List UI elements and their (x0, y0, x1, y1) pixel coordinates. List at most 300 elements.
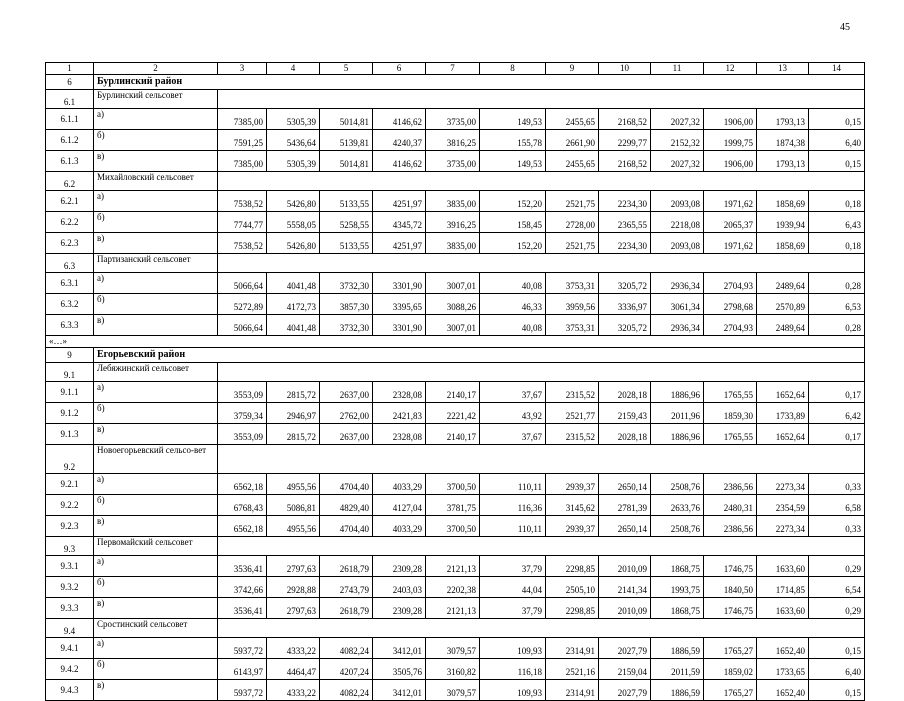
value-cell: 3505,76 (373, 659, 426, 680)
value-cell: 2234,30 (599, 191, 651, 212)
row-code: 9.3.1 (46, 556, 94, 577)
table-row (46, 273, 865, 294)
value-cell: 4829,40 (320, 495, 373, 516)
row-code: 9.4.2 (46, 659, 94, 680)
value-cell: 2781,39 (599, 495, 651, 516)
value-cell: 2093,08 (651, 233, 704, 254)
settlement-row (46, 172, 865, 191)
value-cell: 40,08 (480, 273, 546, 294)
value-cell: 2202,38 (426, 577, 480, 598)
district-row (46, 75, 865, 90)
value-cell: 4033,29 (373, 474, 426, 495)
table-row (46, 424, 865, 445)
column-header: 5 (320, 63, 373, 75)
value-cell: 0,15 (809, 109, 865, 130)
value-cell: 0,18 (809, 191, 865, 212)
value-cell: 3412,01 (373, 680, 426, 701)
value-cell: 4082,24 (320, 680, 373, 701)
value-cell: 4041,48 (267, 273, 320, 294)
value-cell: 2298,85 (546, 598, 599, 619)
value-cell: 1793,13 (757, 109, 809, 130)
value-cell: 1859,30 (704, 403, 757, 424)
table-row (46, 680, 865, 701)
value-cell: 5272,89 (218, 294, 267, 315)
value-cell: 1993,75 (651, 577, 704, 598)
value-cell: 2815,72 (267, 424, 320, 445)
settlement-name: Первомайский сельсовет (94, 537, 218, 556)
value-cell: 1714,85 (757, 577, 809, 598)
value-cell: 2010,09 (599, 556, 651, 577)
settlement-name: Михайловский сельсовет (94, 172, 218, 191)
value-cell: 2421,83 (373, 403, 426, 424)
value-cell: 2152,32 (651, 130, 704, 151)
value-cell: 7385,00 (218, 151, 267, 172)
row-variant: в) (94, 315, 218, 336)
value-cell: 4033,29 (373, 516, 426, 537)
value-cell: 110,11 (480, 474, 546, 495)
value-cell: 0,29 (809, 598, 865, 619)
row-variant: в) (94, 516, 218, 537)
ellipsis-mark: «…» (46, 336, 865, 348)
value-cell: 5014,81 (320, 109, 373, 130)
value-cell: 2946,97 (267, 403, 320, 424)
value-cell: 2489,64 (757, 273, 809, 294)
value-cell: 2618,79 (320, 598, 373, 619)
table-row (46, 598, 865, 619)
value-cell: 116,18 (480, 659, 546, 680)
ellipsis-row (46, 336, 865, 348)
value-cell: 4082,24 (320, 638, 373, 659)
value-cell: 0,18 (809, 233, 865, 254)
value-cell: 3781,75 (426, 495, 480, 516)
row-code: 6.2.1 (46, 191, 94, 212)
row-code: 9.2.3 (46, 516, 94, 537)
value-cell: 2637,00 (320, 382, 373, 403)
value-cell: 1765,27 (704, 638, 757, 659)
value-cell: 2521,75 (546, 191, 599, 212)
value-cell: 3916,25 (426, 212, 480, 233)
row-code: 6.3 (46, 254, 94, 273)
settlement-row (46, 537, 865, 556)
column-header: 6 (373, 63, 426, 75)
value-cell: 2010,09 (599, 598, 651, 619)
table-row (46, 109, 865, 130)
row-code: 6.3.2 (46, 294, 94, 315)
value-cell: 3536,41 (218, 598, 267, 619)
value-cell: 0,17 (809, 424, 865, 445)
column-header: 10 (599, 63, 651, 75)
value-cell: 4207,24 (320, 659, 373, 680)
table-row (46, 212, 865, 233)
value-cell: 4251,97 (373, 191, 426, 212)
value-cell: 4345,72 (373, 212, 426, 233)
value-cell: 3959,56 (546, 294, 599, 315)
row-variant: а) (94, 474, 218, 495)
row-variant: а) (94, 638, 218, 659)
empty-cell (218, 254, 865, 273)
table-row (46, 382, 865, 403)
row-variant: в) (94, 151, 218, 172)
value-cell: 3700,50 (426, 474, 480, 495)
value-cell: 3160,82 (426, 659, 480, 680)
value-cell: 2633,76 (651, 495, 704, 516)
value-cell: 3079,57 (426, 638, 480, 659)
value-cell: 2159,04 (599, 659, 651, 680)
value-cell: 1886,59 (651, 680, 704, 701)
value-cell: 2728,00 (546, 212, 599, 233)
value-cell: 2798,68 (704, 294, 757, 315)
value-cell: 3835,00 (426, 233, 480, 254)
value-cell: 116,36 (480, 495, 546, 516)
value-cell: 7385,00 (218, 109, 267, 130)
page-number: 45 (840, 22, 850, 33)
column-header: 11 (651, 63, 704, 75)
table-row (46, 659, 865, 680)
value-cell: 1633,60 (757, 556, 809, 577)
table-row (46, 315, 865, 336)
value-cell: 3301,90 (373, 315, 426, 336)
value-cell: 5133,55 (320, 233, 373, 254)
value-cell: 2386,56 (704, 516, 757, 537)
value-cell: 3857,30 (320, 294, 373, 315)
row-variant: б) (94, 403, 218, 424)
empty-cell (218, 90, 865, 109)
value-cell: 2521,77 (546, 403, 599, 424)
value-cell: 5014,81 (320, 151, 373, 172)
value-cell: 3395,65 (373, 294, 426, 315)
value-cell: 6562,18 (218, 474, 267, 495)
value-cell: 2743,79 (320, 577, 373, 598)
value-cell: 158,45 (480, 212, 546, 233)
row-code: 9.4.3 (46, 680, 94, 701)
value-cell: 3753,31 (546, 273, 599, 294)
column-header: 2 (94, 63, 218, 75)
value-cell: 1858,69 (757, 191, 809, 212)
value-cell: 4172,73 (267, 294, 320, 315)
value-cell: 3336,97 (599, 294, 651, 315)
value-cell: 2508,76 (651, 516, 704, 537)
value-cell: 4041,48 (267, 315, 320, 336)
value-cell: 2314,91 (546, 680, 599, 701)
value-cell: 2298,85 (546, 556, 599, 577)
value-cell: 1999,75 (704, 130, 757, 151)
value-cell: 2386,56 (704, 474, 757, 495)
value-cell: 2618,79 (320, 556, 373, 577)
value-cell: 2455,65 (546, 109, 599, 130)
value-cell: 2928,88 (267, 577, 320, 598)
table-row (46, 474, 865, 495)
value-cell: 37,79 (480, 556, 546, 577)
value-cell: 2309,28 (373, 598, 426, 619)
value-cell: 3735,00 (426, 151, 480, 172)
row-code: 6.1 (46, 90, 94, 109)
row-code: 9.1.3 (46, 424, 94, 445)
value-cell: 152,20 (480, 191, 546, 212)
value-cell: 2309,28 (373, 556, 426, 577)
row-code: 9.3.3 (46, 598, 94, 619)
value-cell: 7538,52 (218, 233, 267, 254)
value-cell: 3742,66 (218, 577, 267, 598)
value-cell: 1652,64 (757, 424, 809, 445)
value-cell: 2011,59 (651, 659, 704, 680)
empty-cell (218, 537, 865, 556)
row-code: 6.2.3 (46, 233, 94, 254)
value-cell: 3759,34 (218, 403, 267, 424)
settlement-row (46, 619, 865, 638)
table-row (46, 556, 865, 577)
row-variant: б) (94, 130, 218, 151)
table-row (46, 516, 865, 537)
value-cell: 2315,52 (546, 382, 599, 403)
value-cell: 2299,77 (599, 130, 651, 151)
value-cell: 5937,72 (218, 680, 267, 701)
tariff-table (45, 62, 865, 701)
row-variant: б) (94, 212, 218, 233)
table-row (46, 151, 865, 172)
value-cell: 5086,81 (267, 495, 320, 516)
settlement-row (46, 445, 865, 474)
value-cell: 7744,77 (218, 212, 267, 233)
value-cell: 3061,34 (651, 294, 704, 315)
table-row (46, 403, 865, 424)
value-cell: 2027,32 (651, 151, 704, 172)
column-header: 8 (480, 63, 546, 75)
value-cell: 3007,01 (426, 273, 480, 294)
value-cell: 2480,31 (704, 495, 757, 516)
row-variant: а) (94, 556, 218, 577)
value-cell: 6143,97 (218, 659, 267, 680)
value-cell: 4127,04 (373, 495, 426, 516)
value-cell: 3732,30 (320, 315, 373, 336)
value-cell: 3700,50 (426, 516, 480, 537)
value-cell: 2168,52 (599, 151, 651, 172)
value-cell: 1746,75 (704, 598, 757, 619)
value-cell: 3536,41 (218, 556, 267, 577)
value-cell: 3079,57 (426, 680, 480, 701)
value-cell: 4146,62 (373, 109, 426, 130)
value-cell: 7591,25 (218, 130, 267, 151)
value-cell: 3553,09 (218, 424, 267, 445)
value-cell: 3753,31 (546, 315, 599, 336)
value-cell: 2065,37 (704, 212, 757, 233)
value-cell: 5305,39 (267, 151, 320, 172)
value-cell: 6768,43 (218, 495, 267, 516)
column-header: 7 (426, 63, 480, 75)
value-cell: 3205,72 (599, 315, 651, 336)
value-cell: 0,29 (809, 556, 865, 577)
value-cell: 6562,18 (218, 516, 267, 537)
value-cell: 4955,56 (267, 516, 320, 537)
value-cell: 109,93 (480, 638, 546, 659)
value-cell: 1652,64 (757, 382, 809, 403)
value-cell: 1733,65 (757, 659, 809, 680)
settlement-row (46, 254, 865, 273)
value-cell: 152,20 (480, 233, 546, 254)
value-cell: 5426,80 (267, 191, 320, 212)
value-cell: 4464,47 (267, 659, 320, 680)
settlement-name: Бурлинский сельсовет (94, 90, 218, 109)
value-cell: 6,54 (809, 577, 865, 598)
settlement-name: Лебяжинский сельсовет (94, 363, 218, 382)
value-cell: 1840,50 (704, 577, 757, 598)
value-cell: 1874,38 (757, 130, 809, 151)
row-code: 9.3.2 (46, 577, 94, 598)
value-cell: 0,28 (809, 315, 865, 336)
value-cell: 0,15 (809, 680, 865, 701)
value-cell: 6,40 (809, 659, 865, 680)
value-cell: 0,28 (809, 273, 865, 294)
settlement-row (46, 90, 865, 109)
value-cell: 2027,79 (599, 638, 651, 659)
table-row (46, 233, 865, 254)
value-cell: 40,08 (480, 315, 546, 336)
value-cell: 1765,55 (704, 382, 757, 403)
value-cell: 2650,14 (599, 516, 651, 537)
value-cell: 3088,26 (426, 294, 480, 315)
value-cell: 37,79 (480, 598, 546, 619)
row-code: 6.2 (46, 172, 94, 191)
value-cell: 3553,09 (218, 382, 267, 403)
row-variant: б) (94, 294, 218, 315)
value-cell: 2314,91 (546, 638, 599, 659)
value-cell: 4240,37 (373, 130, 426, 151)
value-cell: 2661,90 (546, 130, 599, 151)
row-variant: а) (94, 191, 218, 212)
value-cell: 2365,55 (599, 212, 651, 233)
value-cell: 2168,52 (599, 109, 651, 130)
value-cell: 4251,97 (373, 233, 426, 254)
value-cell: 2521,16 (546, 659, 599, 680)
value-cell: 7538,52 (218, 191, 267, 212)
value-cell: 2093,08 (651, 191, 704, 212)
value-cell: 2121,13 (426, 598, 480, 619)
value-cell: 3835,00 (426, 191, 480, 212)
value-cell: 109,93 (480, 680, 546, 701)
value-cell: 0,33 (809, 474, 865, 495)
value-cell: 6,58 (809, 495, 865, 516)
value-cell: 2939,37 (546, 474, 599, 495)
value-cell: 2140,17 (426, 382, 480, 403)
settlement-name: Сростинский сельсовет (94, 619, 218, 638)
value-cell: 4704,40 (320, 474, 373, 495)
value-cell: 0,15 (809, 151, 865, 172)
row-code: 6.1.3 (46, 151, 94, 172)
column-header: 1 (46, 63, 94, 75)
value-cell: 1733,89 (757, 403, 809, 424)
value-cell: 1886,96 (651, 424, 704, 445)
row-code: 9.1 (46, 363, 94, 382)
value-cell: 2936,34 (651, 315, 704, 336)
row-code: 9.2.1 (46, 474, 94, 495)
value-cell: 4333,22 (267, 680, 320, 701)
value-cell: 1652,40 (757, 680, 809, 701)
row-code: 6 (46, 75, 94, 90)
value-cell: 1868,75 (651, 556, 704, 577)
value-cell: 37,67 (480, 424, 546, 445)
value-cell: 43,92 (480, 403, 546, 424)
value-cell: 3735,00 (426, 109, 480, 130)
value-cell: 1906,00 (704, 109, 757, 130)
table-row (46, 638, 865, 659)
value-cell: 1652,40 (757, 638, 809, 659)
column-header: 13 (757, 63, 809, 75)
row-code: 9.2 (46, 445, 94, 474)
value-cell: 2011,96 (651, 403, 704, 424)
row-variant: б) (94, 577, 218, 598)
value-cell: 5558,05 (267, 212, 320, 233)
value-cell: 37,67 (480, 382, 546, 403)
value-cell: 2121,13 (426, 556, 480, 577)
empty-cell (218, 619, 865, 638)
value-cell: 2489,64 (757, 315, 809, 336)
value-cell: 2936,34 (651, 273, 704, 294)
value-cell: 5066,64 (218, 273, 267, 294)
value-cell: 6,42 (809, 403, 865, 424)
value-cell: 0,33 (809, 516, 865, 537)
value-cell: 5258,55 (320, 212, 373, 233)
table-row (46, 495, 865, 516)
value-cell: 2637,00 (320, 424, 373, 445)
value-cell: 1765,27 (704, 680, 757, 701)
row-variant: в) (94, 424, 218, 445)
value-cell: 2234,30 (599, 233, 651, 254)
value-cell: 2797,63 (267, 598, 320, 619)
table-row (46, 130, 865, 151)
value-cell: 1886,96 (651, 382, 704, 403)
value-cell: 2521,75 (546, 233, 599, 254)
table-row (46, 191, 865, 212)
value-cell: 1868,75 (651, 598, 704, 619)
value-cell: 1859,02 (704, 659, 757, 680)
value-cell: 2140,17 (426, 424, 480, 445)
value-cell: 2939,37 (546, 516, 599, 537)
value-cell: 1906,00 (704, 151, 757, 172)
settlement-name: Новоегорьевский сельсо-вет (94, 445, 218, 474)
row-code: 6.3.1 (46, 273, 94, 294)
row-code: 6.1.2 (46, 130, 94, 151)
value-cell: 1858,69 (757, 233, 809, 254)
value-cell: 6,43 (809, 212, 865, 233)
district-row (46, 348, 865, 363)
value-cell: 3007,01 (426, 315, 480, 336)
value-cell: 0,15 (809, 638, 865, 659)
value-cell: 110,11 (480, 516, 546, 537)
value-cell: 4704,40 (320, 516, 373, 537)
value-cell: 1793,13 (757, 151, 809, 172)
row-variant: а) (94, 273, 218, 294)
value-cell: 2141,34 (599, 577, 651, 598)
value-cell: 2815,72 (267, 382, 320, 403)
empty-cell (218, 172, 865, 191)
settlement-row (46, 363, 865, 382)
value-cell: 2403,03 (373, 577, 426, 598)
value-cell: 1765,55 (704, 424, 757, 445)
value-cell: 2650,14 (599, 474, 651, 495)
value-cell: 2028,18 (599, 382, 651, 403)
row-code: 9.3 (46, 537, 94, 556)
row-variant: а) (94, 382, 218, 403)
value-cell: 6,53 (809, 294, 865, 315)
row-variant: в) (94, 680, 218, 701)
value-cell: 1971,62 (704, 191, 757, 212)
row-code: 9.4.1 (46, 638, 94, 659)
column-header: 4 (267, 63, 320, 75)
row-code: 9 (46, 348, 94, 363)
value-cell: 2218,08 (651, 212, 704, 233)
row-code: 9.4 (46, 619, 94, 638)
value-cell: 5426,80 (267, 233, 320, 254)
value-cell: 2328,08 (373, 424, 426, 445)
